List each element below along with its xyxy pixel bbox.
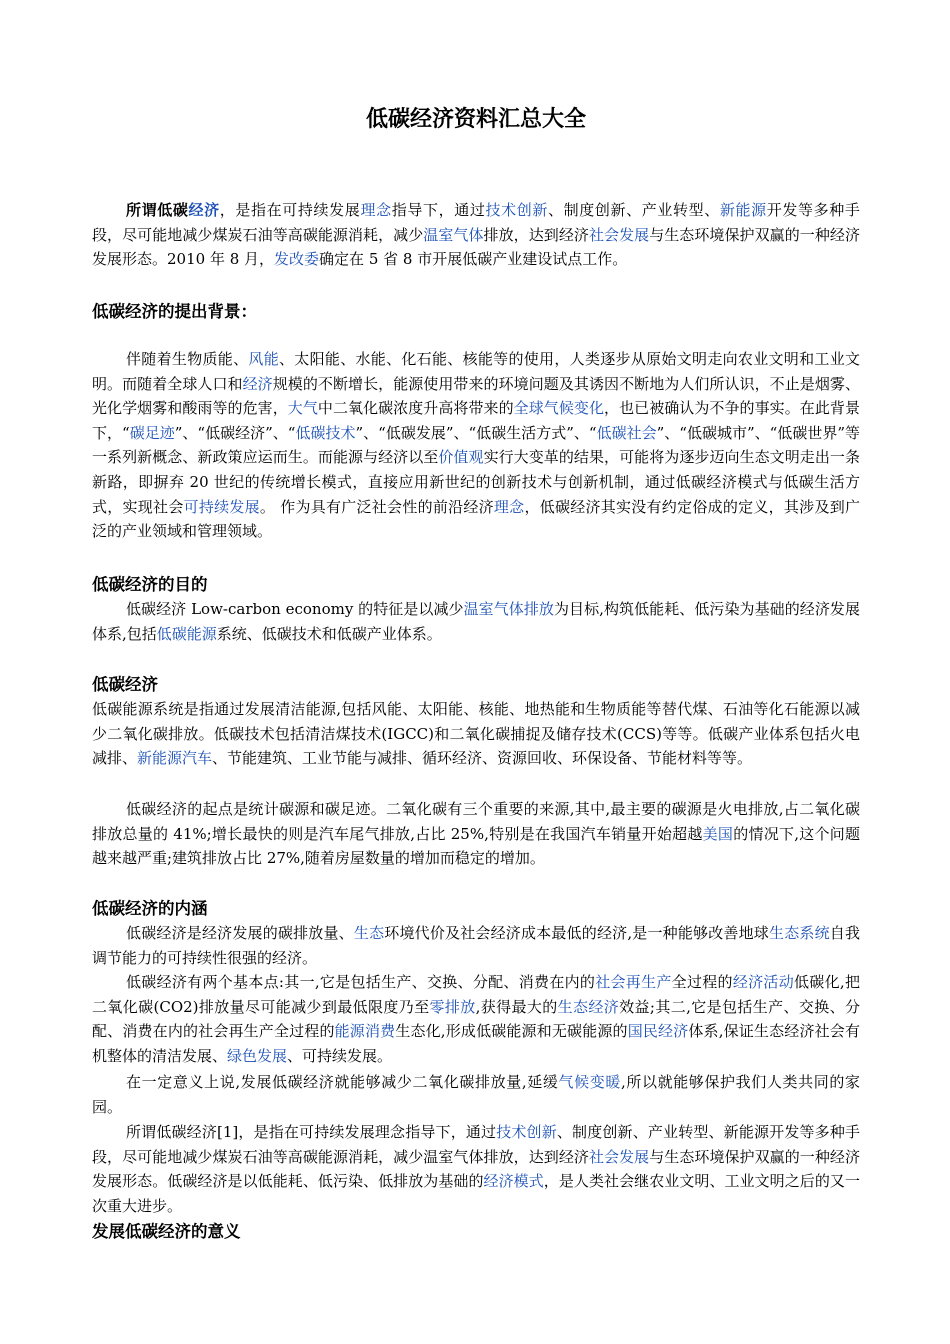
connotation-text: ，是人类社会继农业文明、工业文明之后的又一次重大进步。 <box>92 1172 860 1215</box>
intro-text: 、制度创新、产业转型、 <box>547 201 720 219</box>
link-shengtaijingji[interactable]: 生态经济 <box>557 997 620 1016</box>
link-quanqiuqihou[interactable]: 全球气候变化 <box>513 399 605 418</box>
connotation-text: 与生态环境保护双赢的一种经济发展形态。低碳经济是以低能耗、低污染、低排放为基础的 <box>92 1147 860 1191</box>
link-ditannengyuan[interactable]: 低碳能源 <box>156 624 217 643</box>
link-shehuizaishengchan[interactable]: 社会再生产 <box>595 973 672 991</box>
link-wenshiqiti[interactable]: 温室气体 <box>423 225 484 244</box>
link-tanzuji[interactable]: 碳足迹 <box>129 423 175 442</box>
connotation-text: 、可持续发展。 <box>287 1046 393 1065</box>
link-jishuchuangxin-2[interactable]: 技术创新 <box>496 1123 557 1141</box>
intro-text: 排放，达到经济 <box>483 225 589 244</box>
link-linian-2[interactable]: 理念 <box>493 497 525 516</box>
connotation-text: 生态化,形成低碳能源和无碳能源的 <box>395 1022 628 1041</box>
background-text: 中二氧化碳浓度升高将带来的 <box>317 399 514 418</box>
background-text: ，也已被确认为不争的事实。在此背景下，“ <box>92 399 860 442</box>
connotation-text: ,所以就能够保护我们人类共同的家园。 <box>92 1073 860 1116</box>
lowcarbon-paragraph-1 <box>92 697 860 771</box>
heading-significance: 发展低碳经济的意义 <box>92 1222 241 1241</box>
purpose-text: 为目标,构筑低能耗、低污染为基础的经济发展体系,包括 <box>92 600 860 643</box>
link-meiguo[interactable]: 美国 <box>702 824 734 843</box>
intro-text: 确定在 5 省 8 市开展低碳产业建设试点工作。 <box>319 250 628 269</box>
lowcarbon-text: 的情况下,这个问题越来越严重;建筑排放占比 27%,随着房屋数量的增加而稳定的增加。 <box>92 824 860 868</box>
background-text: 实行大变革的结果，可能将为逐步迈向生态文明走出一条新路，即摒弃 20 世纪的传统增长模式，直接应用新世纪的创新技术与创新机制，通过低碳经济模式与低碳生活方式，实现社会 <box>92 448 860 516</box>
link-kechixu[interactable]: 可持续发展 <box>183 497 260 516</box>
link-linian[interactable]: 理念 <box>360 201 392 219</box>
connotation-text: 体系,保证生态经济社会有机整体的清洁发展、 <box>92 1022 860 1065</box>
link-shengtaixitong[interactable]: 生态系统 <box>769 924 830 942</box>
connotation-text: 、制度创新、产业转型、新能源开发等多种手段，尽可能地减少煤炭石油等高碳能源消耗，减少温室气体排放，达到经济 <box>92 1123 860 1166</box>
intro-text: 与生态环境保护双赢的一种经济发展形态。2010 年 8 月， <box>92 225 860 269</box>
background-text: ”、“低碳经济”、“ <box>174 423 296 442</box>
connotation-text: 环境代价及社会经济成本最低的经济,是一种能够改善地球 <box>384 924 769 942</box>
lowcarbon-text: 低碳经济的起点是统计碳源和碳足迹。二氧化碳有三个重要的来源,其中,最主要的碳源是火电排放,占二氧化碳排放总量的 41%;增长最快的则是汽车尾气排放,占比 25%,特别是在我国汽车销量开始超越 <box>92 800 860 843</box>
link-xinnengyuanqiche[interactable]: 新能源汽车 <box>137 749 213 768</box>
background-text: 。 作为具有广泛社会性的前沿经济 <box>259 497 494 516</box>
lowcarbon-text: 低碳能源系统是指通过发展清洁能源,包括风能、太阳能、核能、地热能和生物质能等替代煤、石油等化石能源以减少二氧化碳排放。低碳技术包括清洁煤技术(IGCC)和二氧化碳捕捉及储存技术(CCS)等等。低碳产业体系包括火电减排、 <box>92 700 860 768</box>
link-fagaiwei[interactable]: 发改委 <box>274 250 320 269</box>
purpose-text: 系统、低碳技术和低碳产业体系。 <box>216 624 442 643</box>
background-text: 规模的不断增长，能源使用带来的环境问题及其诱因不断地为人们所认识，不止是烟雾、光化学烟雾和酸雨等的危害， <box>92 374 860 418</box>
heading-purpose: 低碳经济的目的 <box>92 575 208 594</box>
intro-text: 开发等多种手段，尽可能地减少煤炭石油等高碳能源消耗，减少 <box>92 201 860 244</box>
link-xinnengyuan[interactable]: 新能源 <box>719 201 767 219</box>
lowcarbon-text: 、节能建筑、工业节能与减排、循环经济、资源回收、环保设备、节能材料等等。 <box>212 749 753 768</box>
link-ditanjishu[interactable]: 低碳技术 <box>295 423 356 442</box>
connotation-text: 所谓低碳经济[1]，是指在可持续发展理念指导下，通过 <box>126 1123 497 1141</box>
link-guominjingji[interactable]: 国民经济 <box>627 1022 689 1041</box>
link-nengyuanxiaofei[interactable]: 能源消费 <box>334 1022 396 1041</box>
purpose-text: 低碳经济 Low-carbon economy 的特征是以减少 <box>126 600 464 618</box>
connotation-text: ,获得最大的 <box>475 997 558 1016</box>
intro-text: 所谓低碳 <box>126 201 189 219</box>
heading-background: 低碳经济的提出背景： <box>92 302 257 321</box>
heading-lowcarbon: 低碳经济 <box>92 675 158 694</box>
connotation-paragraph-1 <box>92 921 860 970</box>
connotation-text: 低碳经济是经济发展的碳排放量、 <box>126 924 354 942</box>
intro-text: 指导下，通过 <box>391 201 486 219</box>
link-shehuifazhan-2[interactable]: 社会发展 <box>588 1147 650 1166</box>
connotation-text: 全过程的 <box>671 973 733 991</box>
link-jiazhiguan[interactable]: 价值观 <box>438 448 484 467</box>
background-text: ，低碳经济其实没有约定俗成的定义，其涉及到广泛的产业领域和管理领域。 <box>92 497 860 541</box>
background-text: ”、“低碳城市”、“低碳世界”等一系列新概念、新政策应运而生。而能源与经济以至 <box>92 423 860 467</box>
link-wenshiqitipaifang[interactable]: 温室气体排放 <box>463 600 554 618</box>
link-lingpaifang[interactable]: 零排放 <box>429 997 476 1016</box>
link-jingji[interactable]: 经济 <box>188 201 220 219</box>
heading-connotation: 低碳经济的内涵 <box>92 899 208 918</box>
background-text: 伴随着生物质能、 <box>126 350 249 368</box>
link-shehuifazhan[interactable]: 社会发展 <box>588 225 650 244</box>
intro-text: ，是指在可持续发展 <box>219 201 361 219</box>
connotation-paragraph-3 <box>92 1070 860 1119</box>
link-lvsefazhan[interactable]: 绿色发展 <box>227 1046 288 1065</box>
link-jishuchuangxin[interactable]: 技术创新 <box>485 201 548 219</box>
link-shengtai[interactable]: 生态 <box>353 924 385 942</box>
connotation-paragraph-2 <box>92 970 860 1068</box>
page-title: 低碳经济资料汇总大全 <box>365 107 586 132</box>
link-fengneng[interactable]: 风能 <box>248 350 279 368</box>
background-paragraph <box>92 347 860 544</box>
connotation-text: 在一定意义上说,发展低碳经济就能够减少二氧化碳排放量,延缓 <box>126 1073 559 1091</box>
purpose-paragraph <box>92 597 860 646</box>
connotation-text: 效益;其二,它是包括生产、交换、分配、消费在内的社会再生产全过程的 <box>92 997 860 1041</box>
connotation-text: 自我调节能力的可持续性很强的经济。 <box>92 924 860 967</box>
link-ditanshehui[interactable]: 低碳社会 <box>596 423 657 442</box>
connotation-paragraph-4 <box>92 1120 860 1218</box>
connotation-text: 低碳化,把二氧化碳(CO2)排放量尽可能减少到最低限度乃至 <box>92 973 860 1016</box>
background-text: 、太阳能、水能、化石能、核能等的使用，人类逐步从原始文明走向农业文明和工业文明。而随着全球人口和 <box>92 350 860 393</box>
connotation-text: 低碳经济有两个基本点:其一,它是包括生产、交换、分配、消费在内的 <box>126 973 596 991</box>
lowcarbon-paragraph-2 <box>92 797 860 871</box>
link-qihoubiannuan[interactable]: 气候变暖 <box>558 1073 621 1091</box>
link-jingji-2[interactable]: 经济 <box>242 374 273 393</box>
link-jingjimoshi[interactable]: 经济模式 <box>483 1172 544 1191</box>
background-text: ”、“低碳发展”、“低碳生活方式”、“ <box>355 423 597 442</box>
intro-paragraph <box>92 198 860 272</box>
link-jingjihuodong[interactable]: 经济活动 <box>732 973 795 991</box>
link-daqi[interactable]: 大气 <box>287 399 318 418</box>
